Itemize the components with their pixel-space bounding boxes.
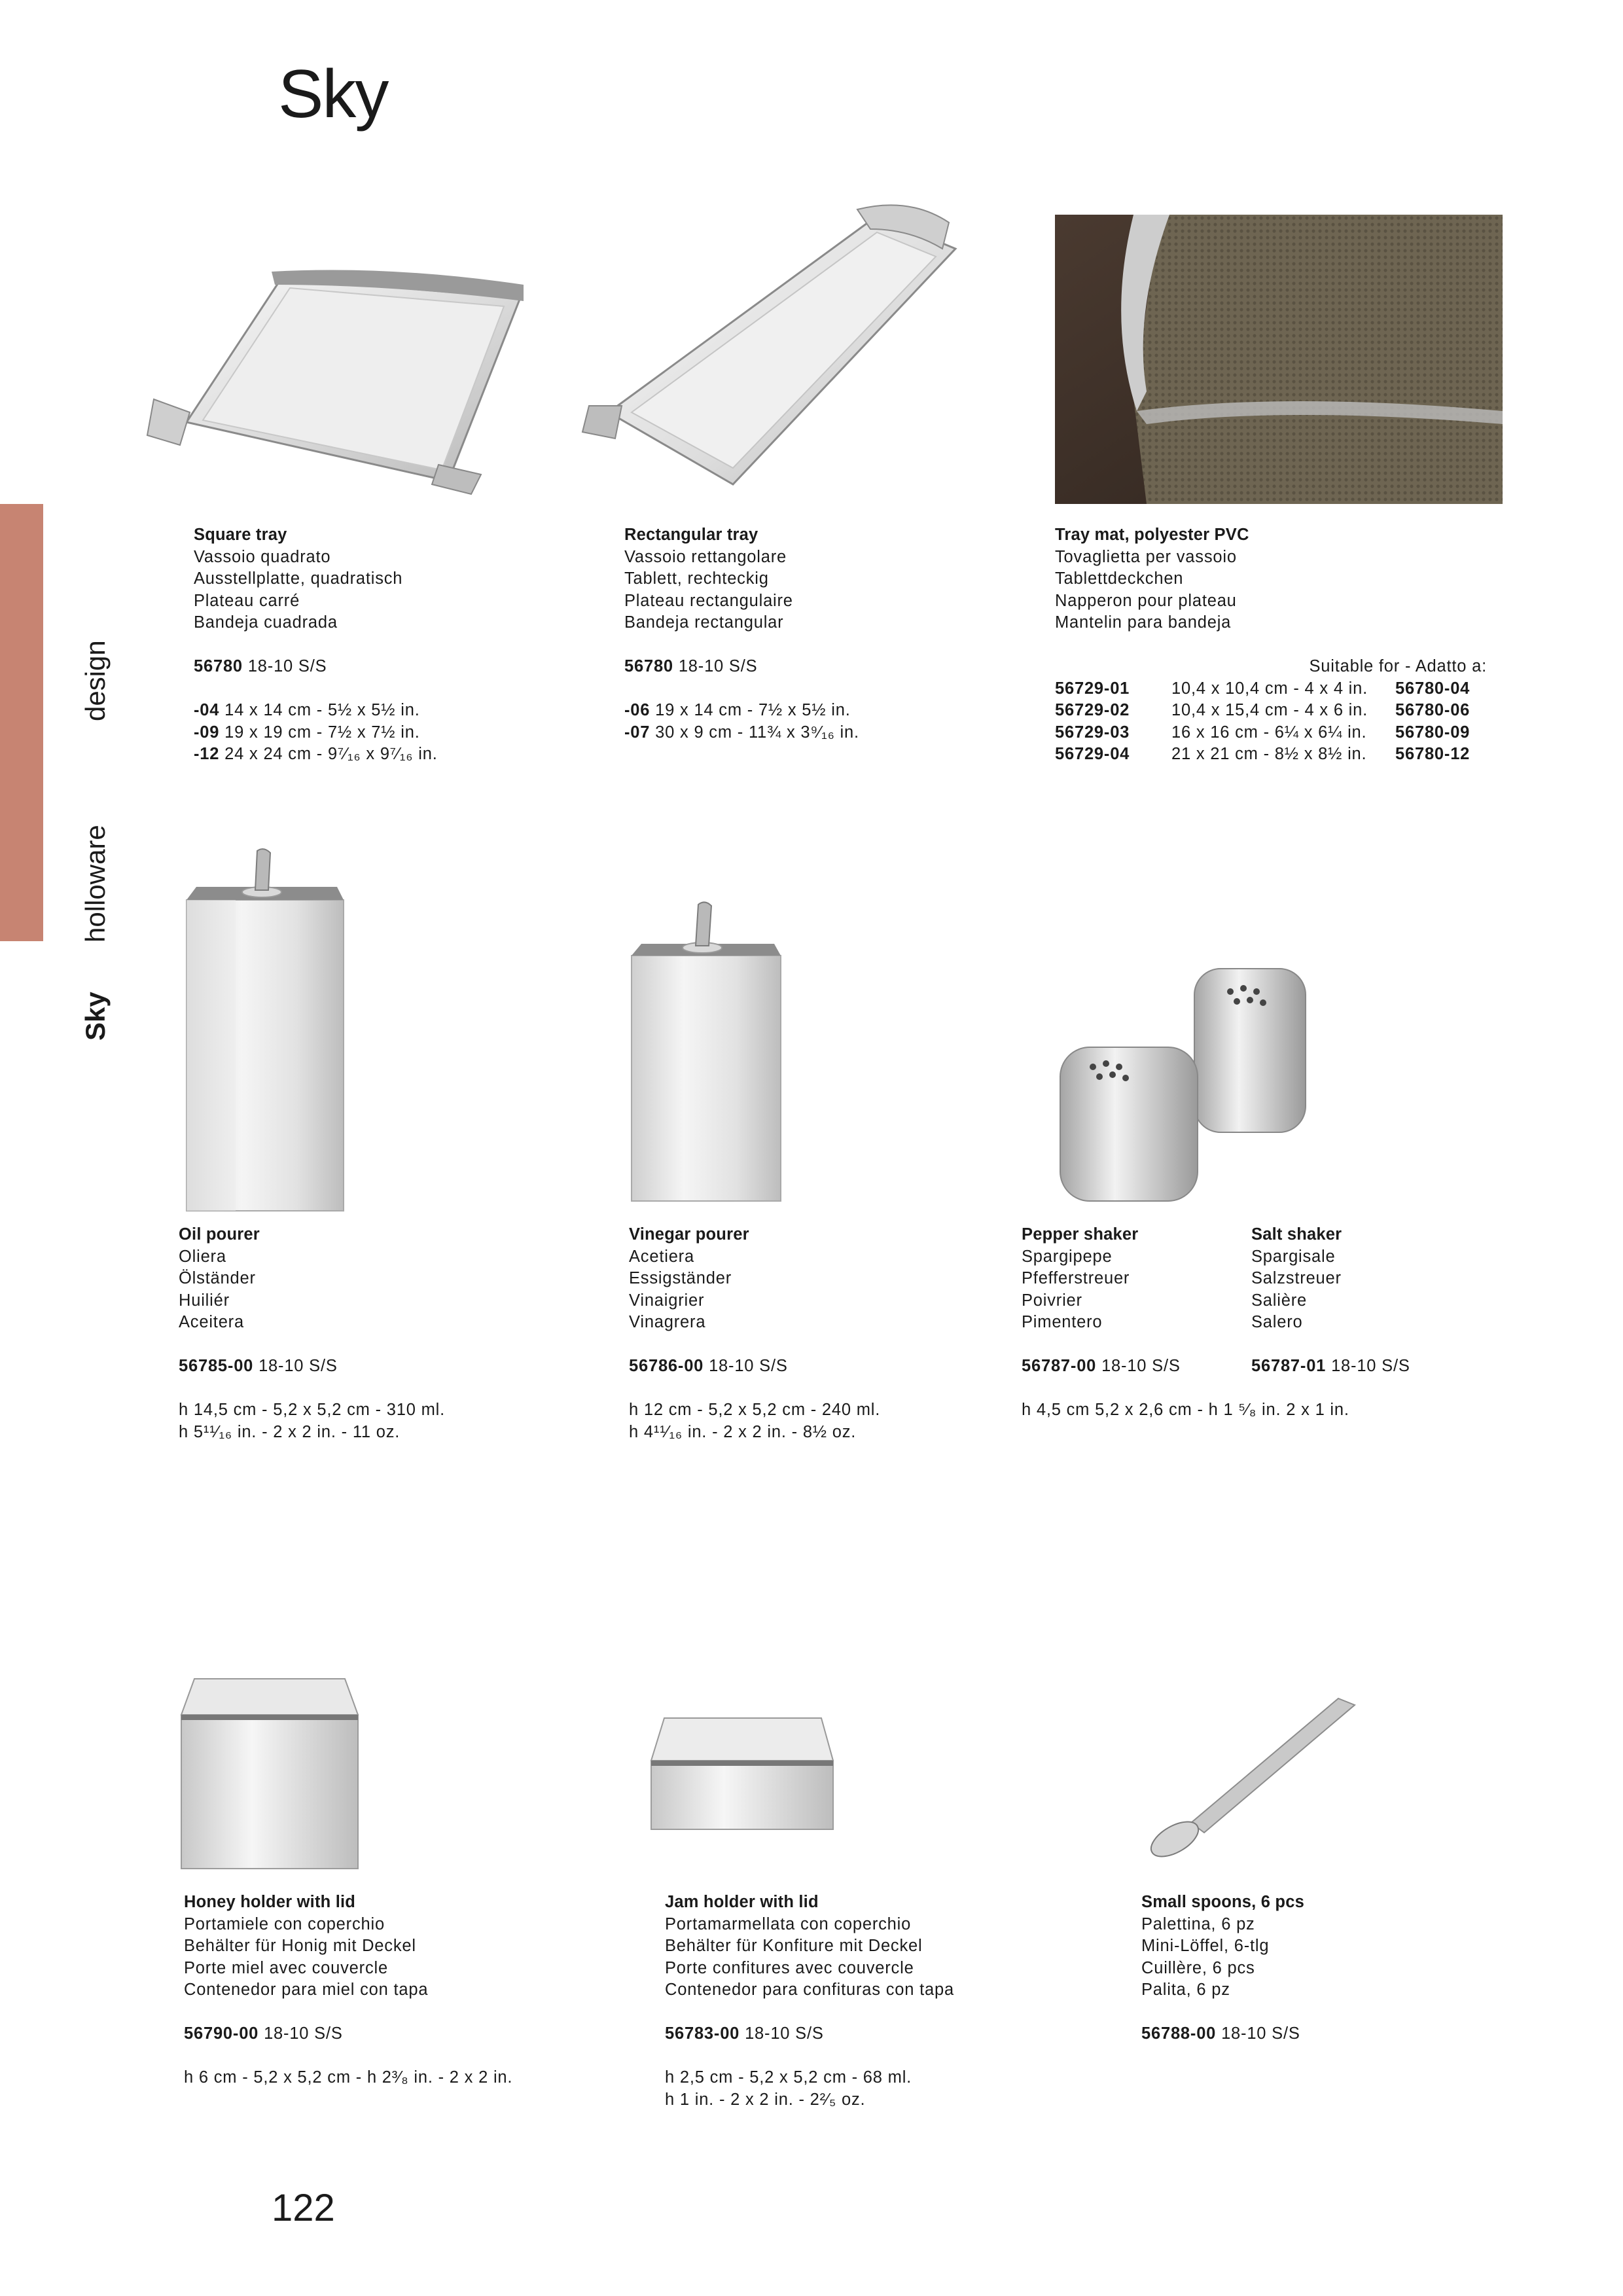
spec-row: 56729-01 10,4 x 10,4 cm - 4 x 4 in. 56780-04: [1055, 679, 1471, 698]
dimensions: h 5¹¹⁄₁₆ in. - 2 x 2 in. - 11 oz.: [179, 1422, 401, 1441]
translation: Mantelin para bandeja: [1055, 613, 1232, 632]
product-name: Vinegar pourer: [629, 1225, 749, 1244]
spec-row: 56729-02 10,4 x 15,4 cm - 4 x 6 in. 56780-06: [1055, 701, 1471, 719]
size-row: -07 30 x 9 cm - 11¾ x 3⁹⁄₁₆ in.: [624, 723, 859, 742]
product-name: Oil pourer: [179, 1225, 260, 1244]
product-name: Small spoons, 6 pcs: [1141, 1893, 1304, 1911]
translation: Vassoio rettangolare: [624, 547, 787, 566]
product-name: Square tray: [194, 526, 287, 544]
product-code-line: 56785-00 18-10 S/S: [179, 1357, 338, 1375]
dimensions: h 2,5 cm - 5,2 x 5,2 cm - 68 ml.: [665, 2068, 912, 2087]
product-name: Rectangular tray: [624, 526, 758, 544]
product-name: Pepper shaker: [1022, 1225, 1139, 1244]
product-code-line: 56788-00 18-10 S/S: [1141, 2024, 1300, 2043]
translation: Contenedor para confituras con tapa: [665, 1981, 954, 1999]
dimensions: h 4¹¹⁄₁₆ in. - 2 x 2 in. - 8½ oz.: [629, 1422, 857, 1441]
sidebar-color-bar: [0, 504, 43, 941]
vinegar-pourer-image: [625, 897, 789, 1204]
oil-pourer-info: [179, 1224, 445, 1443]
translation: Cuillère, 6 pcs: [1141, 1958, 1255, 1977]
dimensions: h 12 cm - 5,2 x 5,2 cm - 240 ml.: [629, 1401, 881, 1419]
honey-holder-info: [184, 1892, 512, 2089]
size-row: -06 19 x 14 cm - 7½ x 5½ in.: [624, 701, 851, 719]
product-name: Honey holder with lid: [184, 1893, 356, 1911]
tray-mat-image: [1055, 215, 1503, 504]
translation: Spargipepe: [1022, 1247, 1113, 1266]
translation: Pimentero: [1022, 1313, 1103, 1331]
translation: Tablettdeckchen: [1055, 569, 1184, 588]
product-name: Tray mat, polyester PVC: [1055, 526, 1249, 544]
translation: Ölständer: [179, 1269, 256, 1287]
pepper-salt-shakers-image: [1054, 962, 1315, 1204]
translation: Plateau rectangulaire: [624, 591, 793, 610]
translation: Poivrier: [1022, 1291, 1082, 1310]
translation: Aceitera: [179, 1313, 244, 1331]
translation: Portamarmellata con coperchio: [665, 1914, 912, 1933]
rectangular-tray-image: [569, 196, 995, 511]
small-spoons-info: [1141, 1892, 1304, 2045]
square-tray-image: [141, 249, 540, 497]
product-code-line: 56780 18-10 S/S: [194, 657, 327, 675]
sidebar-section: holloware: [80, 825, 111, 942]
product-name: Jam holder with lid: [665, 1893, 819, 1911]
honey-holder-image: [178, 1676, 363, 1872]
translation: Behälter für Konfiture mit Deckel: [665, 1937, 923, 1955]
tray-mat-info: [1055, 524, 1487, 766]
rectangular-tray-info: [624, 524, 859, 744]
translation: Napperon pour plateau: [1055, 591, 1237, 610]
translation: Acetiera: [629, 1247, 694, 1266]
translation: Ausstellplatte, quadratisch: [194, 569, 403, 588]
spec-row: 56729-03 16 x 16 cm - 6¼ x 6¼ in. 56780-09: [1055, 723, 1471, 742]
oil-pourer-image: [180, 848, 353, 1214]
dimensions: h 14,5 cm - 5,2 x 5,2 cm - 310 ml.: [179, 1401, 446, 1419]
size-row: -09 19 x 19 cm - 7½ x 7½ in.: [194, 723, 420, 742]
square-tray-info: [194, 524, 438, 766]
translation: Palettina, 6 pz: [1141, 1914, 1255, 1933]
salt-shaker-info: [1251, 1224, 1410, 1378]
jam-holder-info: [665, 1892, 954, 2111]
translation: Behälter für Honig mit Deckel: [184, 1937, 416, 1955]
translation: Pfefferstreuer: [1022, 1269, 1130, 1287]
translation: Bandeja cuadrada: [194, 613, 338, 632]
dimensions: h 4,5 cm 5,2 x 2,6 cm - h 1 ⁵⁄₈ in. 2 x 1 in.: [1022, 1401, 1349, 1419]
size-row: -04 14 x 14 cm - 5½ x 5½ in.: [194, 701, 420, 719]
jam-holder-image: [645, 1715, 841, 1833]
product-code-line: 56780 18-10 S/S: [624, 657, 758, 675]
product-code-line: 56787-00 18-10 S/S: [1022, 1357, 1181, 1375]
translation: Portamiele con coperchio: [184, 1914, 385, 1933]
translation: Vinaigrier: [629, 1291, 705, 1310]
translation: Huiliér: [179, 1291, 230, 1310]
translation: Salero: [1251, 1313, 1303, 1331]
translation: Porte confitures avec couvercle: [665, 1958, 914, 1977]
translation: Porte miel avec couvercle: [184, 1958, 388, 1977]
translation: Plateau carré: [194, 591, 300, 610]
translation: Bandeja rectangular: [624, 613, 784, 632]
translation: Vinagrera: [629, 1313, 706, 1331]
translation: Palita, 6 pz: [1141, 1981, 1230, 1999]
page-number: 122: [272, 2187, 335, 2229]
product-code-line: 56787-01 18-10 S/S: [1251, 1357, 1410, 1375]
size-row: -12 24 x 24 cm - 9⁷⁄₁₆ x 9⁷⁄₁₆ in.: [194, 745, 438, 763]
sidebar-collection: design: [80, 640, 111, 721]
translation: Oliera: [179, 1247, 226, 1266]
vinegar-pourer-info: [629, 1224, 880, 1443]
translation: Tovaglietta per vassoio: [1055, 547, 1237, 566]
page-title: Sky: [278, 56, 388, 132]
dimensions: h 6 cm - 5,2 x 5,2 cm - h 2³⁄₈ in. - 2 x 2 in.: [184, 2068, 513, 2087]
translation: Spargisale: [1251, 1247, 1336, 1266]
translation: Vassoio quadrato: [194, 547, 331, 566]
translation: Salzstreuer: [1251, 1269, 1342, 1287]
translation: Contenedor para miel con tapa: [184, 1981, 429, 1999]
translation: Mini-Löffel, 6-tlg: [1141, 1937, 1270, 1955]
product-code-line: 56783-00 18-10 S/S: [665, 2024, 824, 2043]
translation: Salière: [1251, 1291, 1307, 1310]
suitable-for-label: Suitable for - Adatto a:: [1309, 657, 1487, 675]
product-code-line: 56790-00 18-10 S/S: [184, 2024, 343, 2043]
dimensions: h 1 in. - 2 x 2 in. - 2²⁄₅ oz.: [665, 2090, 866, 2109]
sidebar-category: Sky: [80, 992, 111, 1041]
product-code-line: 56786-00 18-10 S/S: [629, 1357, 788, 1375]
spec-row: 56729-04 21 x 21 cm - 8½ x 8½ in. 56780-12: [1055, 745, 1471, 763]
product-name: Salt shaker: [1251, 1225, 1342, 1244]
translation: Tablett, rechteckig: [624, 569, 769, 588]
small-spoon-image: [1113, 1689, 1361, 1872]
translation: Essigständer: [629, 1269, 732, 1287]
